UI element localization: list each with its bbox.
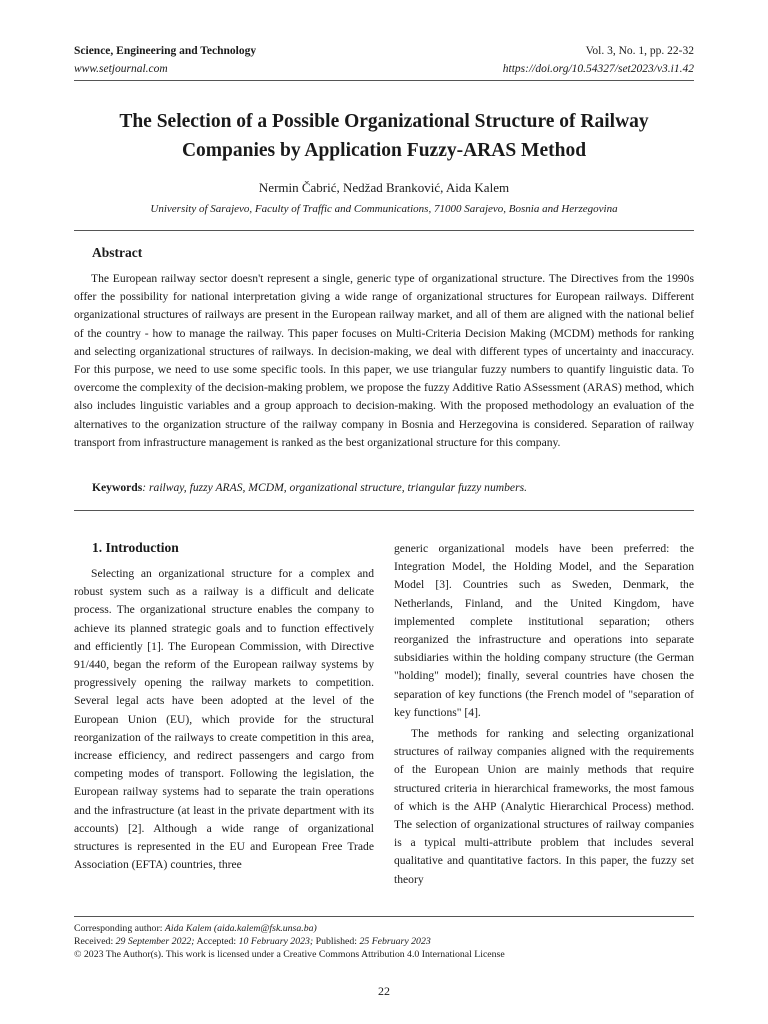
keywords-values: : railway, fuzzy ARAS, MCDM, organizational structure, triangular fuzzy numbers. xyxy=(142,481,527,494)
intro-paragraph-1: Selecting an organizational structure for a complex and robust system such as a railway is a difficult and delicate process. The organizational structure enables the company to achieve its planned strategic goals and to function effectively and efficiently [1]. The European Commission, with Directive 91/440, began the reform of the European railway systems by progressively opening the railway markets to competition. Several legal acts have been adopted at the level of the European Union (EU), which provide for the structural reorganization of the railways to create competition in this area, increase efficiency, and redirect passengers and cargo from competing modes of transport. Following the legislation, the European railway systems had to separate the train operations and the infrastructure (at least in the private department with its accounts) [2]. Although a wide range of organizational structures is represented in the EU and European Free Trade Association (EFTA) countries, three xyxy=(74,567,374,872)
page-number: 22 xyxy=(378,984,390,998)
article-dates: Received: 29 September 2022; Accepted: 10 February 2023; Published: 25 February 2023 xyxy=(74,936,431,947)
affiliation: University of Sarajevo, Faculty of Traffic and Communications, 71000 Sarajevo, Bosnia and Herzegovina xyxy=(150,203,618,215)
abstract-heading: Abstract xyxy=(92,245,143,260)
corresponding-author: Corresponding author: Aida Kalem (aida.kalem@fsk.unsa.ba) xyxy=(74,923,317,934)
intro-paragraph-1-continued: generic organizational models have been preferred: the Integration Model, the Holding Model, and the Separation Model [3]. Countries such as Sweden, Denmark, the Netherlands, Finland, and the United Kingdom, have implemented complete institutional separation; others reorganized the infrastructure and operations into separate subsidiaries within the holding company structure (the German "holding" model); finally, several countries have chosen the separation of key functions (the French model of "separation of key functions" [4]. xyxy=(394,542,694,719)
abstract-bottom-divider xyxy=(74,510,694,511)
author-list: Nermin Čabrić, Nedžad Branković, Aida Kalem xyxy=(258,180,510,195)
title-line-1: The Selection of a Possible Organizational Structure of Railway xyxy=(119,111,649,132)
title-line-2: Companies by Application Fuzzy-ARAS Method xyxy=(181,140,587,161)
abstract-text: The European railway sector doesn't represent a single, generic type of organizational structure. The Directives from the 1990s offer the possibility for national interpretation giving a wide range of organizational structures for European railways. Different organizational structures of railways are present in the European railway market, and all of them are aligned with the national belief of the country - how to manage the railway. This paper focuses on Multi-Criteria Decision Making (MCDM) methods for ranking and selecting organizational structures of railways. In decision-making, we deal with different types of uncertainty and inaccuracy. For this purpose, we need to use some specific tools. In this paper, we use triangular fuzzy numbers to quantify linguistic data. To overcome the complexity of the decision-making problem, we propose the fuzzy Additive Ratio ASsessment (ARAS) method, which also includes linguistic variables and a group approach to decision-making. With the proposed methodology an evaluation of the alternatives to the organization structure of the railway company in Bosnia and Herzegovina is considered. Separation of railway transport from infrastructure management is ranked as the best organizational structure for this company. xyxy=(74,272,694,449)
intro-paragraph-2: The methods for ranking and selecting organizational structures of railway companies aligned with the requirements of the European Union are mainly methods that require structured criteria in hierarchical frameworks, the most famous of which is the AHP (Analytic Hierarchical Process) method. The selection of organizational structures of railway companies is a typical multi-attribute problem that includes several qualitative and quantitative factors. In this paper, the fuzzy set theory xyxy=(394,727,694,886)
keywords-label: Keywords xyxy=(92,481,143,494)
doi-link[interactable]: https://doi.org/10.54327/set2023/v3.i1.42 xyxy=(502,63,694,75)
keywords xyxy=(92,481,694,494)
abstract-top-divider xyxy=(74,230,694,231)
volume-info: Vol. 3, No. 1, pp. 22-32 xyxy=(585,45,694,57)
footnote xyxy=(74,922,694,961)
journal-website-link[interactable]: www.setjournal.com xyxy=(74,63,168,75)
header-divider xyxy=(74,80,694,81)
footnote-divider xyxy=(74,916,694,917)
corresponding-author-email[interactable]: Aida Kalem (aida.kalem@fsk.unsa.ba) xyxy=(164,923,317,934)
journal-name: Science, Engineering and Technology xyxy=(74,45,257,57)
paper-title xyxy=(74,107,694,165)
section-heading-introduction: 1. Introduction xyxy=(92,540,179,555)
license-notice[interactable]: © 2023 The Author(s). This work is licensed under a Creative Commons Attribution 4.0 International License xyxy=(74,949,505,960)
